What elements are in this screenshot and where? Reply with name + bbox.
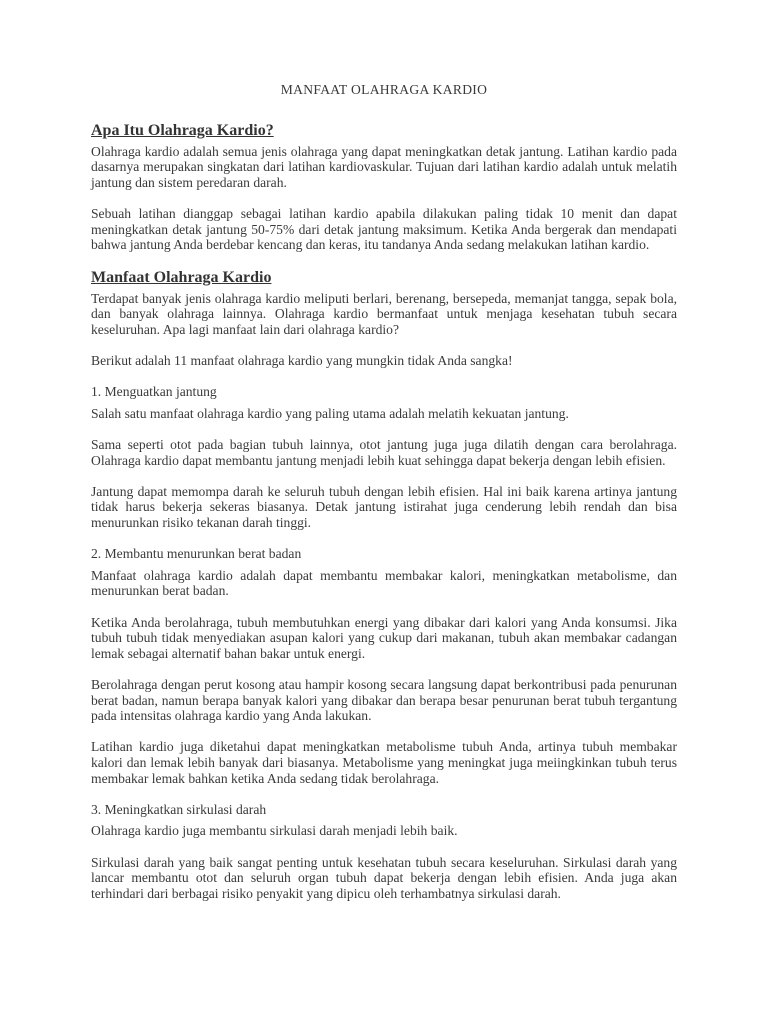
paragraph: Sama seperti otot pada bagian tubuh lainnya, otot jantung juga juga dilatih dengan cara berolahraga. Olahraga kardio dapat membantu jantung menjadi lebih kuat sehingga dapat bekerja dengan lebih efisien. <box>91 437 677 468</box>
list-item-title: 1. Menguatkan jantung <box>91 384 217 400</box>
document-title: MANFAAT OLAHRAGA KARDIO <box>280 82 488 97</box>
heading-apa-itu: Apa Itu Olahraga Kardio? <box>91 121 274 139</box>
paragraph: Manfaat olahraga kardio adalah dapat membantu membakar kalori, meningkatkan metabolisme, dan menurunkan berat badan. <box>91 567 677 599</box>
paragraph: Sebuah latihan dianggap sebagai latihan kardio apabila dilakukan paling tidak 10 menit dan dapat meningkatkan detak jantung 50-75% dari detak jantung maksimum. Ketika Anda bergerak dan mendapati bahwa jantung Anda berdebar kencang dan keras, itu tandanya Anda sedang melakukan latihan kardio. <box>91 205 677 253</box>
paragraph: Latihan kardio juga diketahui dapat meningkatkan metabolisme tubuh Anda, artinya tubuh membakar kalori dan lemak lebih banyak dari biasanya. Metabolisme yang meningkat juga meiingkinkan tubuh terus membakar lemak bahkan ketika Anda sedang tidak berolahraga. <box>91 739 677 786</box>
paragraph: Olahraga kardio juga membantu sirkulasi darah menjadi lebih baik. <box>91 823 458 839</box>
paragraph: Berolahraga dengan perut kosong atau hampir kosong secara langsung dapat berkontribusi pada penurunan berat badan, namun berapa banyak kalori yang dibakar dan berapa besar penurunan berat tubuh tergantung pada intensitas olahraga kardio yang Anda lakukan. <box>91 677 677 724</box>
list-item-title: 2. Membantu menurunkan berat badan <box>91 546 302 562</box>
heading-manfaat: Manfaat Olahraga Kardio <box>91 268 272 286</box>
paragraph: Salah satu manfaat olahraga kardio yang paling utama adalah melatih kekuatan jantung. <box>91 405 569 421</box>
list-item-title: 3. Meningkatkan sirkulasi darah <box>91 801 267 817</box>
paragraph: Ketika Anda berolahraga, tubuh membutuhkan energi yang dibakar dari kalori yang Anda konsumsi. Jika tubuh tubuh tidak menyediakan asupan kalori yang cukup dari makanan, tubuh akan membakar cadangan lemak sebagai alternatif bahan bakar untuk energi. <box>91 614 677 661</box>
paragraph: Jantung dapat memompa darah ke seluruh tubuh dengan lebih efisien. Hal ini baik karena artinya jantung tidak harus bekerja sekeras biasanya. Detak jantung istirahat juga cenderung lebih rendah dan bisa menurunkan risiko tekanan darah tinggi. <box>91 483 677 531</box>
document-body <box>91 82 677 901</box>
paragraph: Berikut adalah 11 manfaat olahraga kardio yang mungkin tidak Anda sangka! <box>91 353 513 369</box>
paragraph: Sirkulasi darah yang baik sangat penting untuk kesehatan tubuh secara keseluruhan. Sirkulasi darah yang lancar membantu otot dan seluruh organ tubuh dapat bekerja dengan lebih efisien. Anda juga akan terhindari dari berbagai risiko penyakit yang dipicu oleh terhambatnya sirkulasi darah. <box>91 854 677 901</box>
paragraph: Terdapat banyak jenis olahraga kardio meliputi berlari, berenang, bersepeda, memanjat tangga, sepak bola, dan banyak olahraga lainnya. Olahraga kardio bermanfaat untuk menjaga kesehatan tubuh secara keseluruhan. Apa lagi manfaat lain dari olahraga kardio? <box>91 290 677 337</box>
paragraph: Olahraga kardio adalah semua jenis olahraga yang dapat meningkatkan detak jantung. Latihan kardio pada dasarnya merupakan singkatan dari latihan kardiovaskular. Tujuan dari latihan kardio adalah untuk melatih jantung dan sistem peredaran darah. <box>91 143 677 190</box>
